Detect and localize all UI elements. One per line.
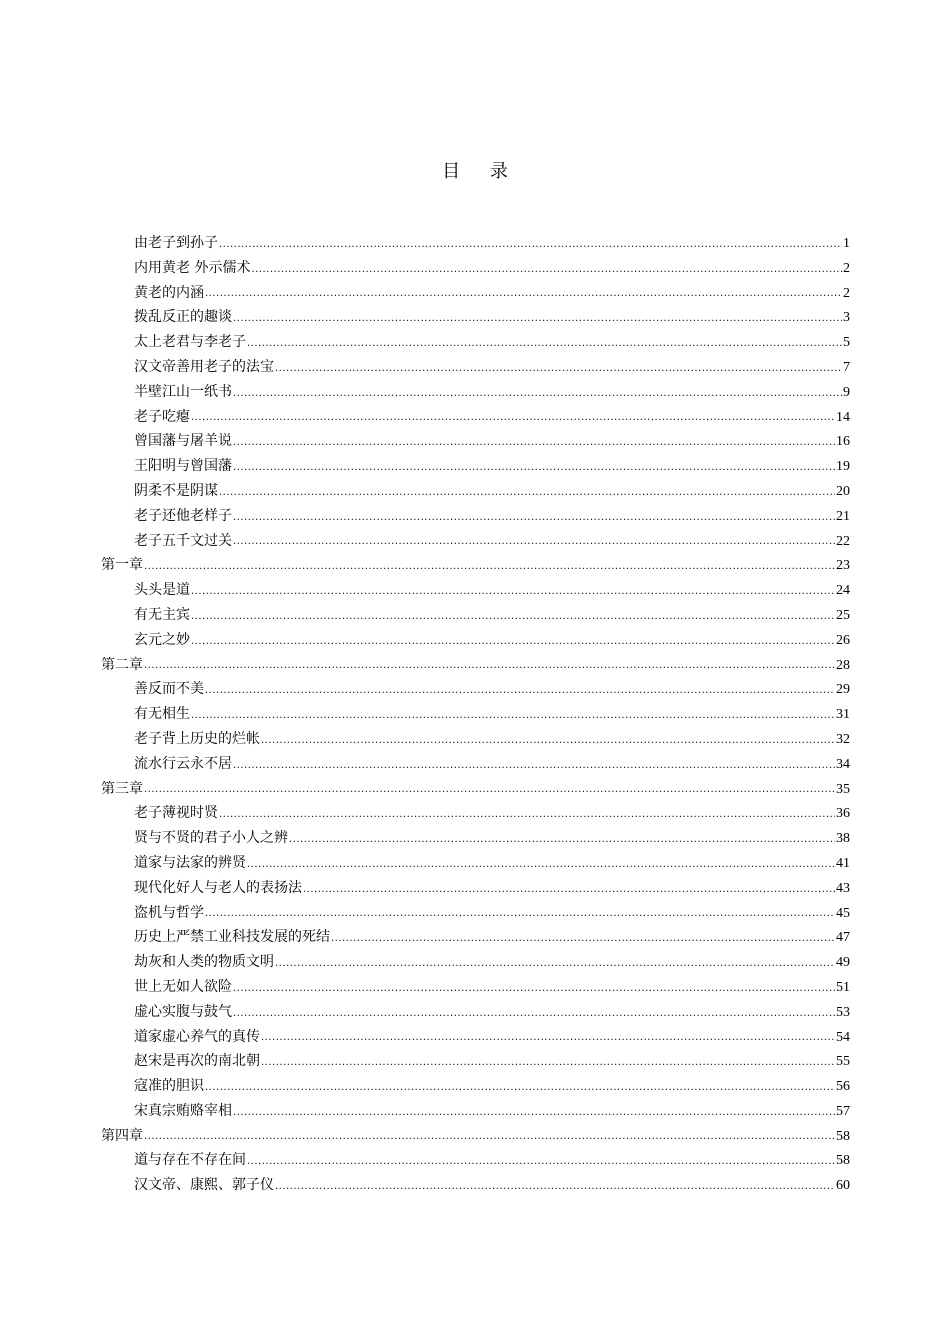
toc-section-entry[interactable] [101, 504, 850, 529]
toc-dot-leader [191, 637, 835, 653]
toc-dot-leader [233, 761, 835, 777]
toc-dot-leader [233, 537, 835, 553]
toc-page-number: 16 [836, 434, 850, 450]
toc-entry-title: 头头是道 [134, 582, 190, 599]
toc-entry-title: 道家虚心养气的真传 [134, 1028, 260, 1045]
toc-dot-leader [247, 339, 842, 355]
toc-section-entry[interactable] [101, 479, 850, 504]
toc-section-entry[interactable] [101, 801, 850, 826]
toc-entry-title: 有无主宾 [134, 606, 190, 623]
toc-entry-title: 老子五千文过关 [134, 532, 232, 549]
toc-entry-title: 由老子到孙子 [134, 235, 218, 251]
toc-chapter-entry[interactable] [101, 777, 850, 802]
toc-entry-title: 寇准的胆识 [134, 1078, 204, 1095]
toc-section-entry[interactable] [101, 380, 850, 405]
toc-dot-leader [303, 885, 835, 901]
toc-section-entry[interactable] [101, 826, 850, 851]
toc-section-entry[interactable] [101, 578, 850, 603]
toc-entry-title: 汉文帝、康熙、郭子仪 [134, 1177, 274, 1194]
toc-section-entry[interactable] [101, 1049, 850, 1074]
toc-page-number: 36 [836, 806, 850, 822]
toc-chapter-entry[interactable] [101, 653, 850, 678]
toc-dot-leader [233, 463, 835, 479]
toc-entry-title: 阴柔不是阴谋 [134, 482, 218, 499]
toc-dot-leader [233, 984, 835, 1000]
toc-page-number: 2 [843, 260, 850, 276]
toc-dot-leader [233, 513, 835, 529]
toc-dot-leader [144, 1132, 835, 1148]
toc-section-entry[interactable] [101, 454, 850, 479]
toc-page-number: 5 [843, 335, 850, 351]
toc-dot-leader [144, 562, 835, 578]
toc-section-entry[interactable] [101, 330, 850, 355]
toc-section-entry[interactable] [101, 925, 850, 950]
toc-dot-leader [261, 1033, 835, 1049]
toc-section-entry[interactable] [101, 901, 850, 926]
toc-page-number: 7 [843, 359, 850, 375]
toc-dot-leader [275, 959, 835, 975]
toc-entry-title: 道家与法家的辨贤 [134, 854, 246, 871]
toc-entry-title: 老子背上历史的烂帐 [134, 730, 260, 747]
toc-dot-leader [205, 289, 842, 305]
toc-entry-title: 老子吃瘪 [134, 408, 190, 425]
toc-dot-leader [191, 413, 835, 429]
toc-page-number: 21 [836, 508, 850, 524]
toc-page-number: 51 [836, 979, 850, 995]
toc-entry-title: 黄老的内涵 [134, 284, 204, 301]
toc-page-number: 20 [836, 483, 850, 499]
toc-entry-title: 汉文帝善用老子的法宝 [134, 358, 274, 375]
toc-page-number: 1 [843, 236, 850, 251]
toc-section-entry[interactable] [101, 256, 850, 281]
toc-page-number: 32 [836, 731, 850, 747]
toc-entry-title: 善反而不美 [134, 681, 204, 698]
toc-page-number: 34 [836, 756, 850, 772]
toc-dot-leader [144, 661, 835, 677]
toc-page-number: 47 [836, 930, 850, 946]
toc-section-entry[interactable] [101, 305, 850, 330]
toc-section-entry[interactable] [101, 1148, 850, 1173]
toc-section-entry[interactable] [101, 975, 850, 1000]
toc-entry-title: 虚心实腹与鼓气 [134, 1003, 232, 1020]
toc-entry-title: 第三章 [101, 780, 143, 797]
toc-page-number: 25 [836, 607, 850, 623]
toc-entry-title: 赵宋是再次的南北朝 [134, 1053, 260, 1070]
toc-page-number: 57 [836, 1103, 850, 1119]
toc-page-number: 41 [836, 855, 850, 871]
toc-page-number: 49 [836, 955, 850, 971]
toc-entry-title: 历史上严禁工业科技发展的死结 [134, 929, 330, 946]
toc-entry-title: 半壁江山一纸书 [134, 383, 232, 400]
toc-section-entry[interactable] [101, 876, 850, 901]
toc-section-entry[interactable] [101, 355, 850, 380]
toc-dot-leader [331, 934, 835, 950]
toc-entry-title: 太上老君与李老子 [134, 334, 246, 351]
toc-entry-title: 第四章 [101, 1127, 143, 1144]
toc-dot-leader [233, 1009, 835, 1025]
toc-page-number: 14 [836, 409, 850, 425]
toc-entry-title: 老子还他老样子 [134, 507, 232, 524]
toc-page-number: 38 [836, 831, 850, 847]
toc-chapter-entry[interactable] [101, 553, 850, 578]
toc-entry-title: 道与存在不存在间 [134, 1152, 246, 1169]
toc-dot-leader [219, 810, 835, 826]
toc-dot-leader [233, 314, 842, 330]
toc-page-number: 54 [836, 1029, 850, 1045]
toc-dot-leader [289, 835, 835, 851]
toc-entry-title: 盗机与哲学 [134, 904, 204, 921]
toc-page-number: 23 [836, 558, 850, 574]
toc-section-entry[interactable] [101, 752, 850, 777]
toc-dot-leader [275, 364, 842, 380]
toc-dot-leader [251, 265, 842, 281]
toc-entry-title: 曾国藩与屠羊说 [134, 433, 232, 450]
toc-page-number: 3 [843, 310, 850, 326]
toc-section-entry[interactable] [101, 950, 850, 975]
toc-page-number: 35 [836, 781, 850, 797]
toc-entry-title: 世上无如人欲险 [134, 978, 232, 995]
toc-dot-leader [205, 1083, 835, 1099]
table-of-contents [101, 231, 850, 1198]
toc-page-number: 29 [836, 682, 850, 698]
toc-dot-leader [233, 438, 835, 454]
toc-dot-leader [205, 686, 835, 702]
toc-entry-title: 现代化好人与老人的表扬法 [134, 879, 302, 896]
toc-section-entry[interactable] [101, 1173, 850, 1198]
toc-page-number: 60 [836, 1178, 850, 1194]
toc-page-number: 2 [843, 285, 850, 301]
toc-section-entry[interactable] [101, 1025, 850, 1050]
toc-section-entry[interactable] [101, 1000, 850, 1025]
toc-dot-leader [144, 785, 835, 801]
toc-dot-leader [233, 1108, 835, 1124]
toc-page-number: 53 [836, 1004, 850, 1020]
toc-section-entry[interactable] [101, 628, 850, 653]
toc-section-entry[interactable] [101, 1074, 850, 1099]
toc-page-number: 19 [836, 459, 850, 475]
toc-dot-leader [247, 1157, 835, 1173]
toc-entry-title: 流水行云永不居 [134, 755, 232, 772]
toc-dot-leader [261, 736, 835, 752]
toc-page-number: 28 [836, 657, 850, 673]
toc-section-entry[interactable] [101, 603, 850, 628]
toc-entry-title: 玄元之妙 [134, 631, 190, 648]
toc-section-entry[interactable] [101, 231, 850, 256]
toc-page-number: 56 [836, 1079, 850, 1095]
toc-entry-title: 贤与不贤的君子小人之辨 [134, 830, 288, 847]
toc-chapter-entry[interactable] [101, 1124, 850, 1149]
toc-dot-leader [205, 909, 835, 925]
toc-entry-title: 第二章 [101, 656, 143, 673]
toc-page-number: 58 [836, 1153, 850, 1169]
toc-page-number: 31 [836, 707, 850, 723]
toc-section-entry[interactable] [101, 702, 850, 727]
toc-dot-leader [219, 488, 835, 504]
toc-page-number: 9 [843, 384, 850, 400]
toc-entry-title: 宋真宗贿赂宰相 [134, 1102, 232, 1119]
toc-entry-title: 内用黄老 外示儒术 [134, 259, 251, 276]
toc-dot-leader [275, 1182, 835, 1198]
toc-section-entry[interactable] [101, 727, 850, 752]
toc-entry-title: 劫灰和人类的物质文明 [134, 954, 274, 971]
toc-section-entry[interactable] [101, 281, 850, 306]
toc-page-number: 43 [836, 880, 850, 896]
toc-section-entry[interactable] [101, 529, 850, 554]
toc-page-number: 26 [836, 632, 850, 648]
toc-section-entry[interactable] [101, 677, 850, 702]
toc-page-number: 45 [836, 905, 850, 921]
toc-dot-leader [233, 389, 842, 405]
toc-dot-leader [191, 711, 835, 727]
toc-page-number: 58 [836, 1128, 850, 1144]
toc-entry-title: 有无相生 [134, 706, 190, 723]
toc-page-number: 22 [836, 533, 850, 549]
toc-section-entry[interactable] [101, 1099, 850, 1124]
toc-dot-leader [219, 240, 842, 256]
toc-dot-leader [247, 860, 835, 876]
toc-page-number: 24 [836, 583, 850, 599]
page-title: 目 录 [442, 161, 520, 182]
toc-section-entry[interactable] [101, 429, 850, 454]
toc-entry-title: 拨乱反正的趣谈 [134, 309, 232, 326]
toc-page-number: 55 [836, 1054, 850, 1070]
toc-entry-title: 王阳明与曾国藩 [134, 458, 232, 475]
toc-section-entry[interactable] [101, 405, 850, 430]
toc-dot-leader [191, 612, 835, 628]
toc-entry-title: 第一章 [101, 557, 143, 574]
toc-dot-leader [261, 1058, 835, 1074]
toc-section-entry[interactable] [101, 851, 850, 876]
toc-entry-title: 老子薄视时贤 [134, 805, 218, 822]
toc-dot-leader [191, 587, 835, 603]
